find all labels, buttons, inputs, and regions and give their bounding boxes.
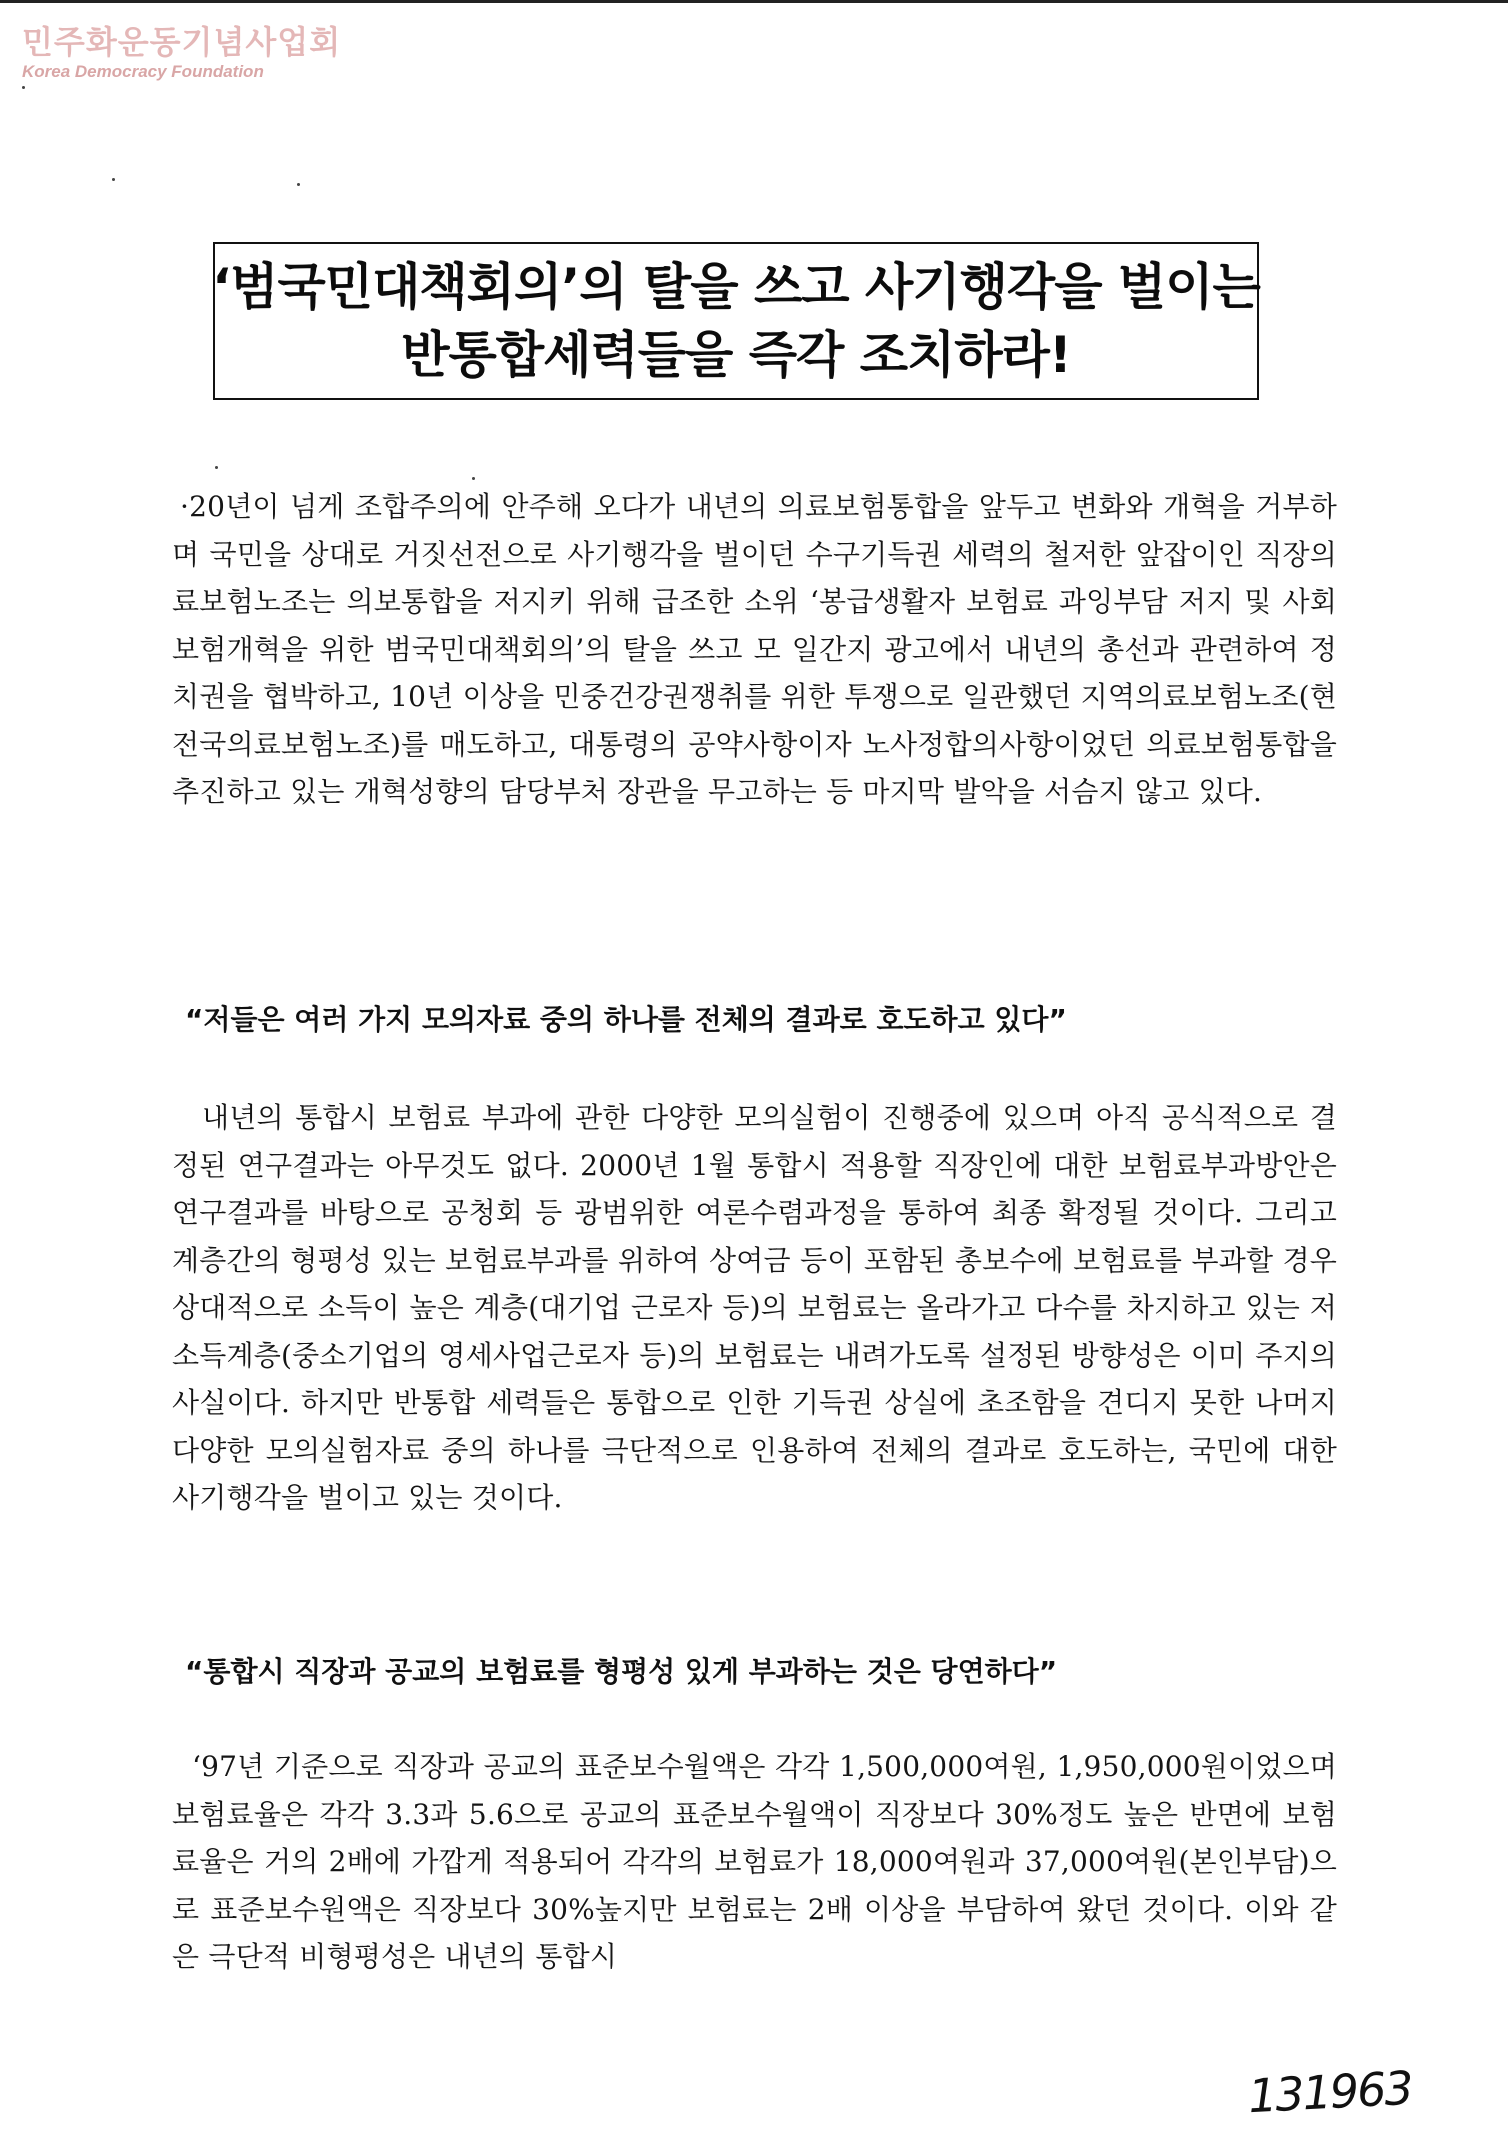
scan-speck (215, 466, 218, 469)
title-line-1: ‘범국민대책회의’의 탈을 쓰고 사기행각을 벌이는 (212, 258, 1260, 316)
scan-speck (472, 477, 475, 480)
top-edge-rule (0, 0, 1508, 3)
section-1-heading: “저들은 여러 가지 모의자료 중의 하나를 전체의 결과로 호도하고 있다” (185, 1003, 1067, 1036)
section-2-heading: “통합시 직장과 공교의 보험료를 형평성 있게 부과하는 것은 당연하다” (185, 1655, 1058, 1688)
scan-speck (112, 178, 115, 181)
intro-paragraph: ·20년이 넘게 조합주의에 안주해 오다가 내년의 의료보험통합을 앞두고 변화와 개혁을 거부하며 국민을 상대로 거짓선전으로 사기행각을 벌이던 수구기득권 세력의 철저한 앞잡이인 직장의료보험노조는 의보통합을 저지키 위해 급조한 소위 ‘봉급생활자 보험료 과잉부담 저지 및 사회보험개혁을 위한 범국민대책회의’의 탈을 쓰고 모 일간지 광고에서 내년의 총선과 관련하여 정치권을 협박하고, 10년 이상을 민중건강권쟁취를 위한 투쟁으로 일관했던 지역의료보험노조(현 전국의료보험노조)를 매도하고, 대통령의 공약사항이자 노사정합의사항이었던 의료보험통합을 추진하고 있는 개혁성향의 담당부처 장관을 무고하는 등 마지막 발악을 서슴지 않고 있다. (172, 490, 1337, 808)
foundation-watermark (22, 22, 341, 82)
section-2-paragraph: ‘97년 기준으로 직장과 공교의 표준보수월액은 각각 1,500,000여원, 1,950,000원이었으며 보험료율은 각각 3.3과 5.6으로 공교의 표준보수월액이 직장보다 30%정도 높은 반면에 보험료율은 거의 2배에 가깝게 적용되어 각각의 보험료가 18,000여원과 37,000여원(본인부담)으로 표준보수원액은 직장보다 30%높지만 보험료는 2배 이상을 부담하여 왔던 것이다. 이와 같은 극단적 비형평성은 내년의 통합시 (172, 1750, 1337, 1973)
handwritten-document-number: 131963 (1246, 2060, 1413, 2124)
foundation-name-english: Korea Democracy Foundation (22, 62, 264, 81)
section-1-paragraph: 내년의 통합시 보험료 부과에 관한 다양한 모의실험이 진행중에 있으며 아직 공식적으로 결정된 연구결과는 아무것도 없다. 2000년 1월 통합시 적용할 직장인에 대한 보험료부과방안은 연구결과를 바탕으로 공청회 등 광범위한 여론수렴과정을 통하여 최종 확정될 것이다. 그리고 계층간의 형평성 있는 보험료부과를 위하여 상여금 등이 포함된 총보수에 보험료를 부과할 경우 상대적으로 소득이 높은 계층(대기업 근로자 등)의 보험료는 올라가고 다수를 차지하고 있는 저소득계층(중소기업의 영세사업근로자 등)의 보험료는 내려가도록 설정된 방향성은 이미 주지의 사실이다. 하지만 반통합 세력들은 통합으로 인한 기득권 상실에 초조함을 견디지 못한 나머지 다양한 모의실험자료 중의 하나를 극단적으로 인용하여 전체의 결과로 호도하는, 국민에 대한 사기행각을 벌이고 있는 것이다. (172, 1101, 1337, 1514)
scan-speck (297, 183, 300, 186)
title-box (213, 242, 1259, 400)
scan-speck (22, 86, 25, 89)
foundation-name-korean: 민주화운동기념사업회 (22, 23, 342, 61)
title-line-2: 반통합세력들을 즉각 조치하라! (401, 326, 1071, 384)
